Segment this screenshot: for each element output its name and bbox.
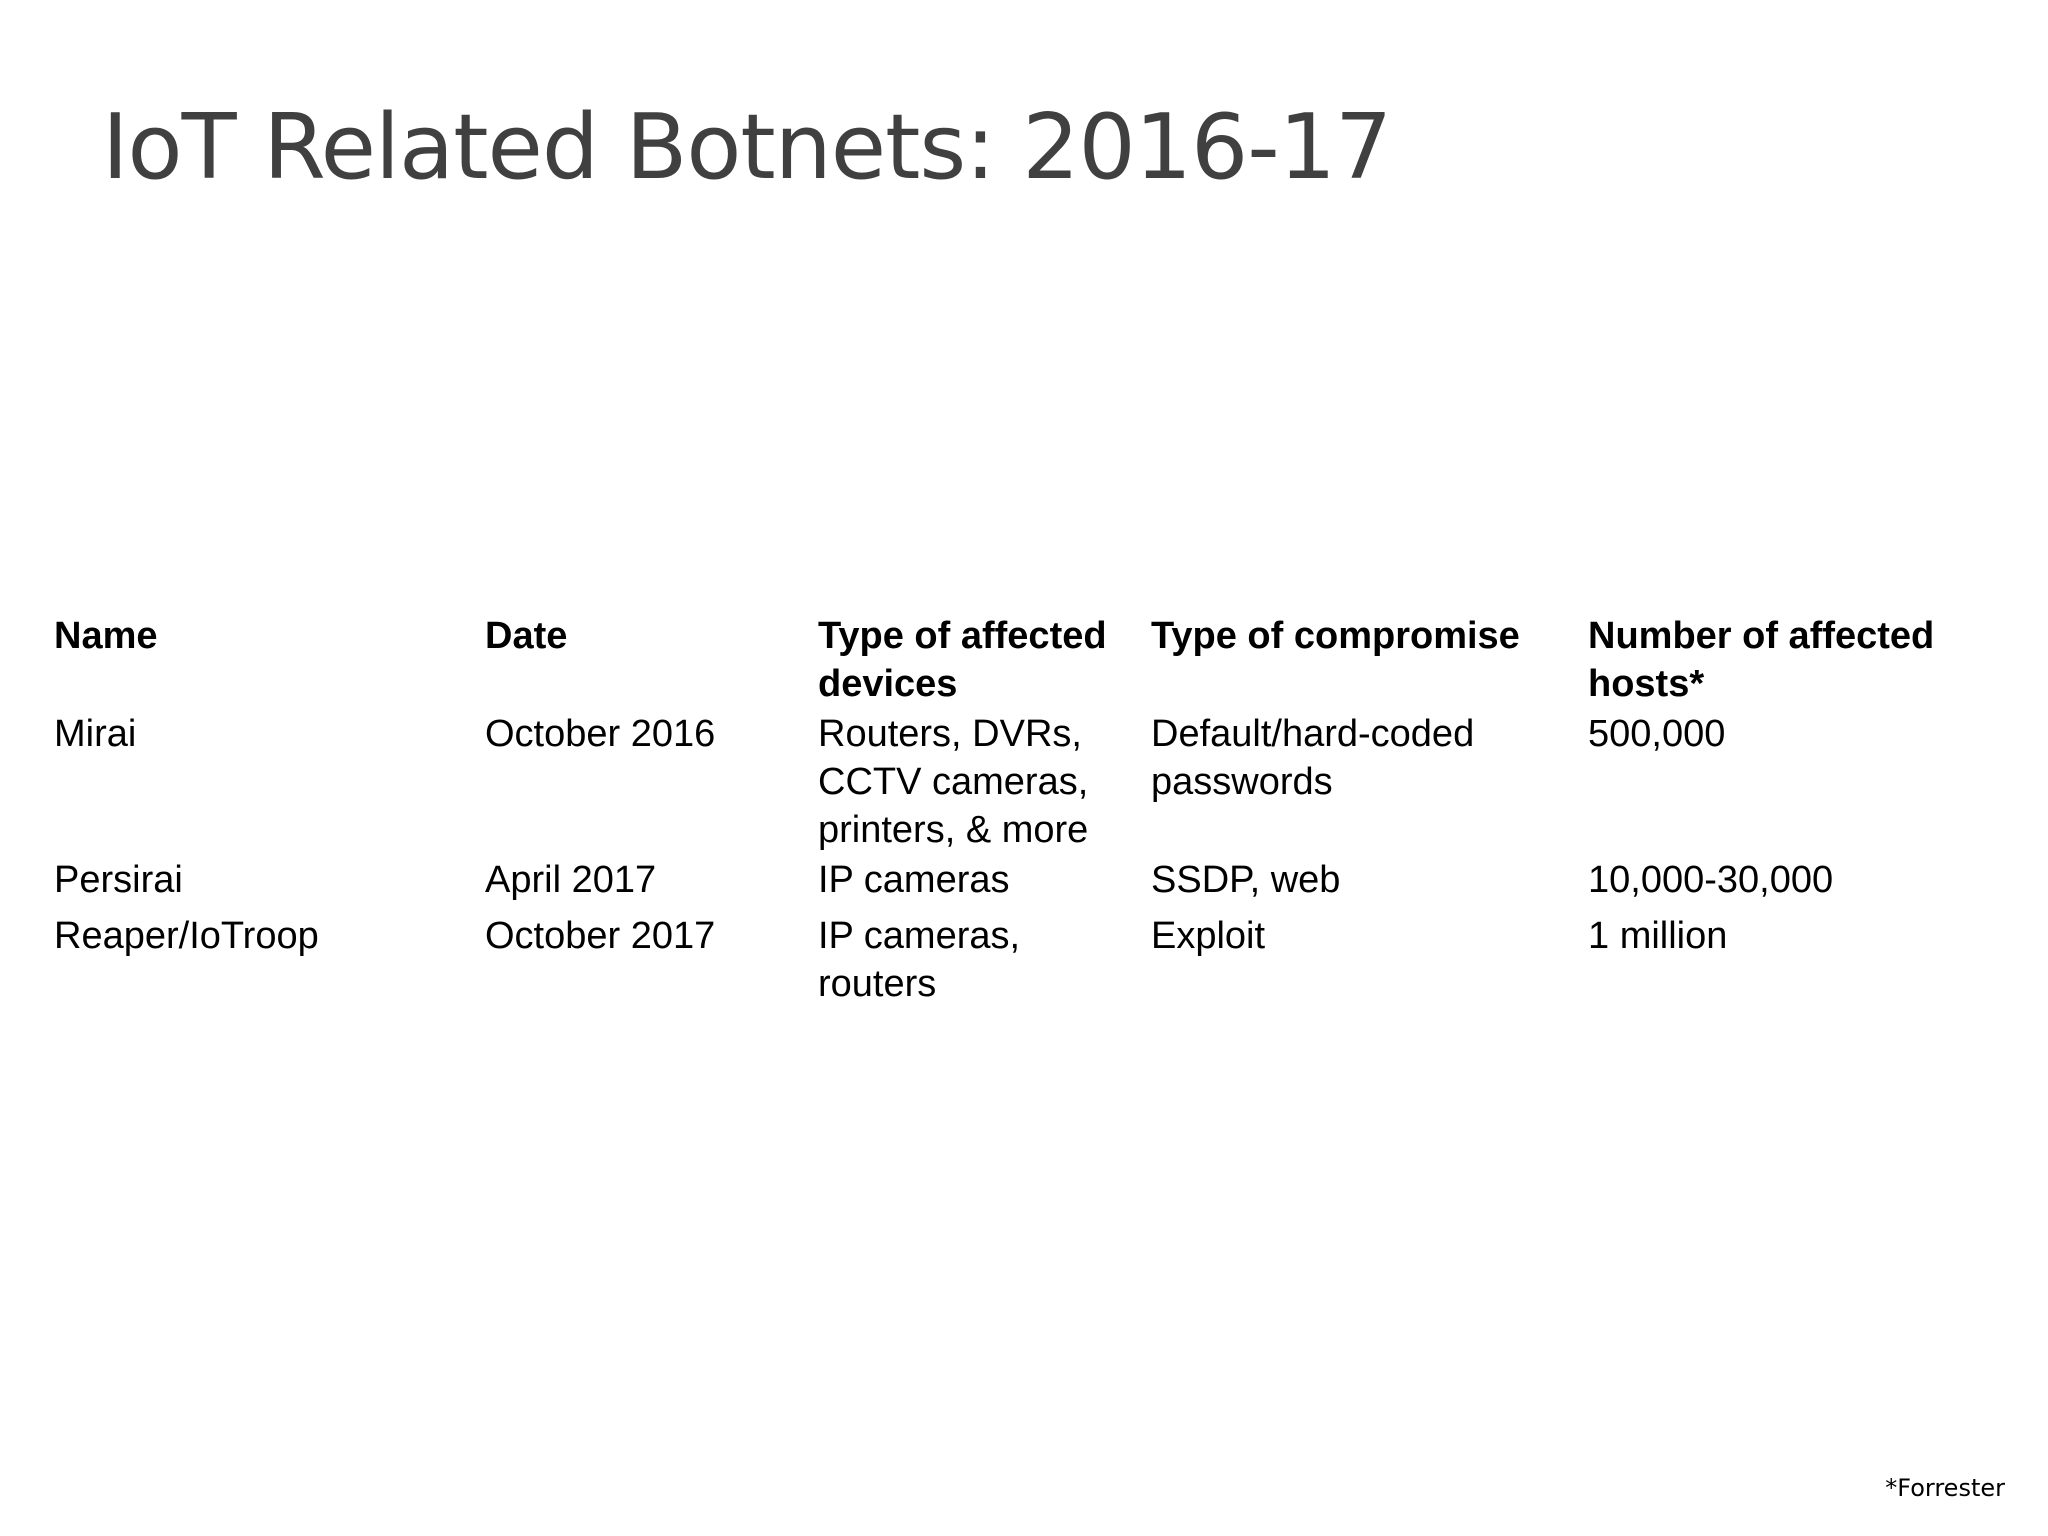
source-footnote: *Forrester (1885, 1474, 2005, 1502)
table-row (44, 904, 1978, 1008)
header-devices: Type of affected devices (818, 615, 1107, 705)
cell-name: Mirai (54, 713, 137, 755)
cell-hosts: 10,000-30,000 (1588, 859, 1834, 901)
cell-compromise: Exploit (1151, 915, 1266, 957)
cell-date: October 2017 (485, 915, 716, 957)
table-header-row (44, 612, 1978, 710)
cell-compromise: SSDP, web (1151, 859, 1341, 901)
slide-title: IoT Related Botnets: 2016-17 (102, 95, 1392, 200)
header-hosts: Number of affected hosts* (1588, 615, 1935, 705)
table-row (44, 854, 1978, 904)
cell-devices: IP cameras (818, 859, 1010, 901)
cell-date: April 2017 (485, 859, 657, 901)
cell-hosts: 500,000 (1588, 713, 1726, 755)
table-header (44, 612, 1978, 710)
table-row (44, 710, 1978, 854)
header-compromise: Type of compromise (1151, 615, 1520, 657)
table-body (44, 710, 1978, 1008)
header-date: Date (485, 615, 568, 657)
cell-devices: Routers, DVRs, CCTV cameras, printers, & more (818, 713, 1089, 851)
cell-name: Reaper/IoTroop (54, 915, 319, 957)
cell-devices: IP cameras, routers (818, 915, 1021, 1005)
cell-name: Persirai (54, 859, 183, 901)
cell-compromise: Default/hard-coded passwords (1151, 713, 1475, 803)
cell-hosts: 1 million (1588, 915, 1728, 957)
header-name: Name (54, 615, 158, 657)
cell-date: October 2016 (485, 713, 716, 755)
botnet-table (44, 612, 1978, 1008)
